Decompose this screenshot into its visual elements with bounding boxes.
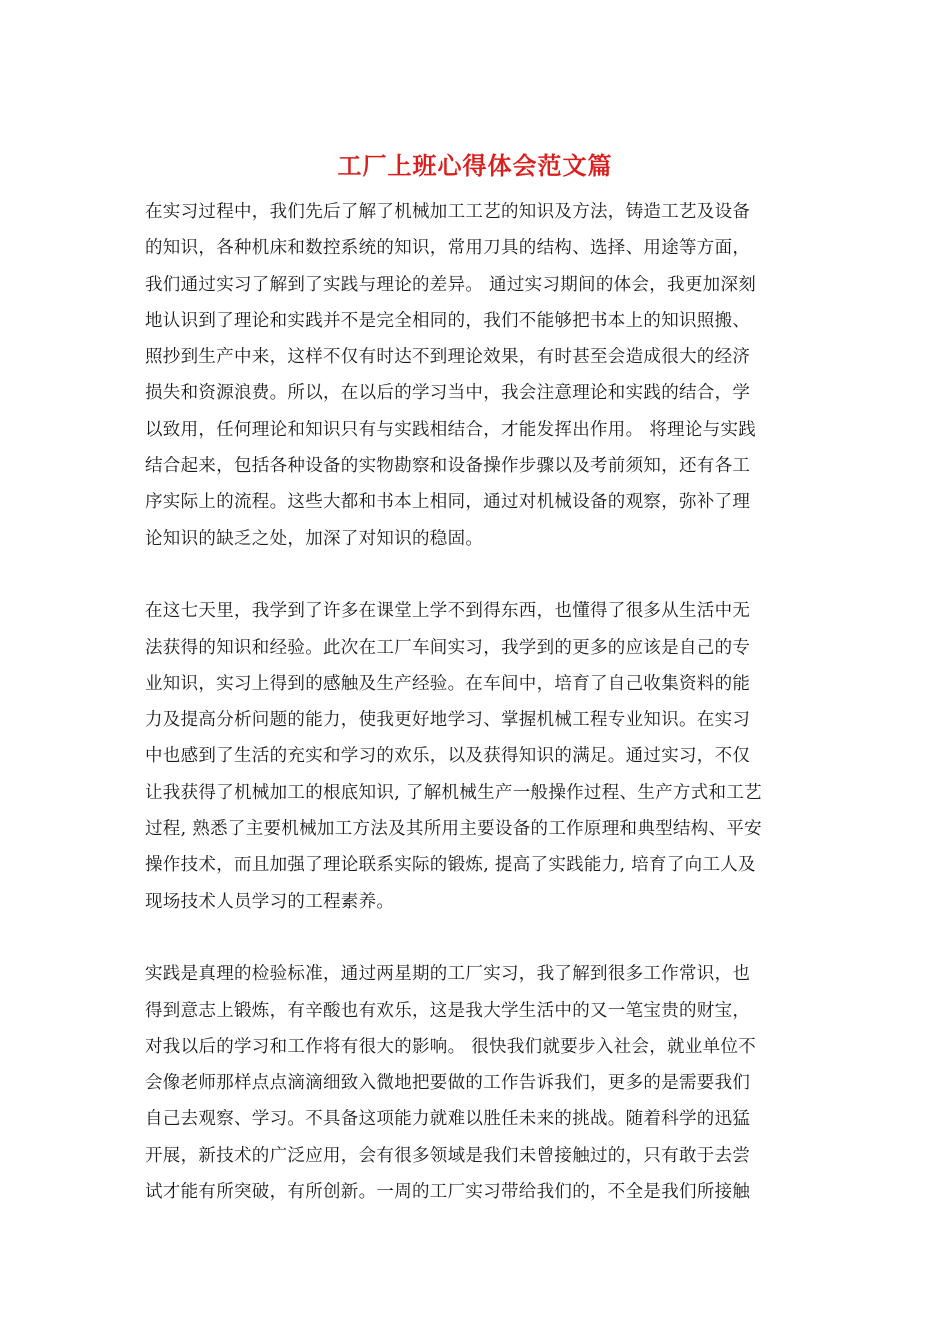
text-line: 操作技术，而且加强了理论联系实际的锻炼, 提高了实践能力, 培育了向工人及	[145, 855, 756, 876]
text-line: 损失和资源浪费。所以，在以后的学习当中，我会注意理论和实践的结合，学	[145, 383, 751, 404]
text-line: 在这七天里，我学到了许多在课堂上学不到得东西，也懂得了很多从生活中无	[145, 601, 751, 622]
text-line: 序实际上的流程。这些大都和书本上相同，通过对机械设备的观察，弥补了理	[145, 492, 751, 513]
text-line: 会像老师那样点点滴滴细致入微地把要做的工作告诉我们，更多的是需要我们	[145, 1073, 751, 1094]
text-line: 地认识到了理论和实践并不是完全相同的，我们不能够把书本上的知识照搬、	[145, 310, 751, 331]
text-line: 自己去观察、学习。不具备这项能力就难以胜任未来的挑战。随着科学的迅猛	[145, 1109, 751, 1130]
text-line: 开展，新技术的广泛应用，会有很多领域是我们未曾接触过的，只有敢于去尝	[145, 1145, 751, 1166]
text-line: 以致用，任何理论和知识只有与实践相结合，才能发挥出作用。 将理论与实践	[145, 419, 757, 440]
paragraph-3	[145, 956, 810, 1210]
text-line: 让我获得了机械加工的根底知识, 了解机械生产一般操作过程、生产方式和工艺	[145, 782, 762, 803]
text-line: 实践是真理的检验标准，通过两星期的工厂实习，我了解到很多工作常识，也	[145, 964, 751, 985]
text-line: 业知识，实习上得到的感触及生产经验。在车间中，培育了自己收集资料的能	[145, 673, 751, 694]
text-line: 过程, 熟悉了主要机械加工方法及其所用主要设备的工作原理和典型结构、平安	[145, 819, 762, 840]
text-line: 力及提高分析问题的能力，使我更好地学习、掌握机械工程专业知识。在实习	[145, 710, 751, 731]
text-line: 得到意志上锻炼，有辛酸也有欢乐，这是我大学生活中的又一笔宝贵的财宝，	[145, 1000, 751, 1021]
text-line: 对我以后的学习和工作将有很大的影响。 很快我们就要步入社会，就业单位不	[145, 1036, 757, 1057]
text-line: 结合起来，包括各种设备的实物勘察和设备操作步骤以及考前须知，还有各工	[145, 456, 751, 477]
text-line: 我们通过实习了解到了实践与理论的差异。 通过实习期间的体会，我更加深刻	[145, 274, 757, 295]
text-line: 论知识的缺乏之处，加深了对知识的稳固。	[145, 528, 484, 549]
text-line: 照抄到生产中来，这样不仅有时达不到理论效果，有时甚至会造成很大的经济	[145, 347, 751, 368]
document-title: 工厂上班心得体会范文篇	[337, 151, 613, 180]
text-line: 法获得的知识和经验。此次在工厂车间实习，我学到的更多的应该是自己的专	[145, 637, 751, 658]
text-line: 现场技术人员学习的工程素养。	[145, 891, 395, 912]
paragraph-gap	[145, 920, 810, 956]
document-body	[145, 194, 810, 1210]
text-line: 的知识，各种机床和数控系统的知识，常用刀具的结构、选择、用途等方面，	[145, 238, 751, 259]
paragraph-gap	[145, 557, 810, 593]
text-line: 在实习过程中，我们先后了解了机械加工工艺的知识及方法，铸造工艺及设备	[145, 202, 751, 222]
paragraph-2	[145, 593, 810, 920]
text-line: 试才能有所突破，有所创新。一周的工厂实习带给我们的，不全是我们所接触	[145, 1182, 751, 1203]
text-line: 中也感到了生活的充实和学习的欢乐，以及获得知识的满足。通过实习，不仅	[145, 746, 751, 767]
paragraph-1	[145, 194, 810, 557]
